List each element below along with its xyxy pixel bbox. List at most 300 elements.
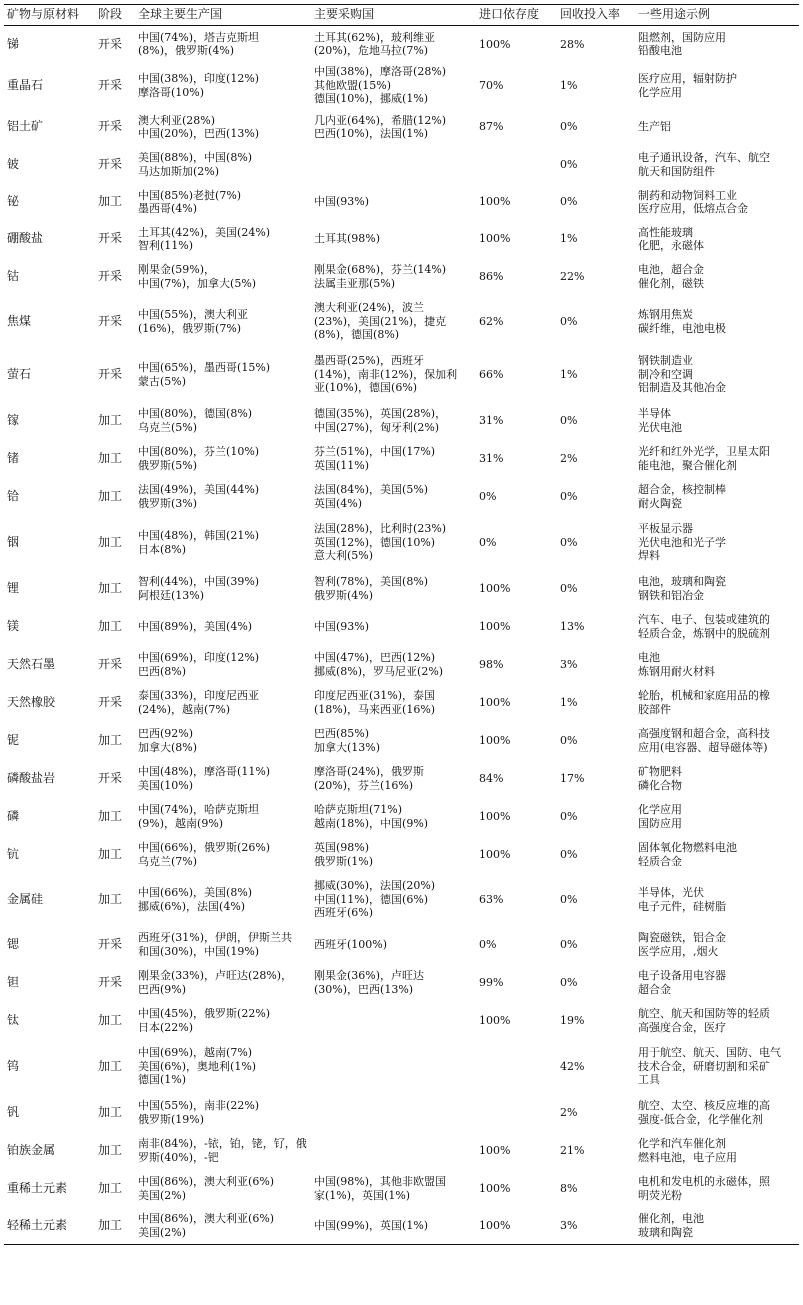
cell-stage: 加工: [98, 1058, 123, 1073]
cell-mineral: 磷: [7, 808, 20, 823]
cell-line: (20%)，芬兰(16%): [314, 778, 414, 792]
cell-line: 中国(74%)，塔吉克斯坦: [138, 30, 260, 44]
cell-mineral: 天然石墨: [7, 656, 56, 671]
cell-line: 医疗应用，辐射防护: [638, 72, 737, 86]
cell-import-dependency: 100%: [476, 1208, 557, 1245]
cell-recycling-rate: 2%: [560, 1105, 578, 1119]
cell-recycling-rate: 1%: [560, 695, 578, 709]
cell-line: 化肥，永磁体: [638, 239, 704, 252]
cell-line: 英国(12%)，德国(10%): [314, 535, 436, 549]
cell-line: 中国(66%)，俄罗斯(26%): [138, 841, 271, 855]
header-producers: 全球主要生产国: [135, 5, 311, 26]
table-row: [4, 296, 799, 348]
cell-import-dependency: 66%: [479, 367, 504, 381]
cell-line: 固体氧化物燃料电池: [638, 841, 737, 855]
table-row: [4, 964, 799, 1002]
cell-line: 航天和国防组件: [638, 164, 715, 178]
table-row: [4, 1208, 799, 1245]
cell-uses: [635, 684, 799, 722]
cell-uses: [635, 63, 799, 109]
cell-mineral: 钨: [7, 1058, 20, 1073]
cell-mineral: 铪: [7, 488, 20, 503]
cell-import-dependency: 86%: [479, 269, 504, 283]
table-row: [4, 722, 799, 760]
table-row: [4, 440, 799, 478]
cell-line: 汽车、电子、包装或建筑的: [638, 613, 770, 627]
cell-uses: [635, 478, 799, 516]
cell-line: 光纤和红外光学，卫星太阳: [638, 445, 770, 459]
table-row: [4, 402, 799, 440]
cell-mineral: 磷酸盐岩: [7, 770, 56, 785]
cell-line: 催化剂，磁铁: [638, 276, 704, 290]
cell-producers: [135, 874, 311, 926]
cell-line: 电池，玻璃和陶瓷: [638, 575, 726, 589]
cell-stage: 开采: [98, 36, 123, 51]
cell-buyers: [311, 63, 476, 109]
cell-buyers: [311, 964, 476, 1002]
cell-line: 俄罗斯(3%): [138, 496, 198, 510]
cell-line: 中国(20%)，巴西(13%): [138, 127, 260, 140]
cell-import-dependency: 100%: [479, 1013, 511, 1027]
cell-stage: 加工: [98, 450, 123, 465]
cell-import-dependency: 100%: [479, 847, 511, 861]
cell-mineral: 轻稀土元素: [4, 1208, 95, 1245]
cell-line: 墨西哥(4%): [138, 202, 198, 215]
cell-stage: 开采: [98, 770, 123, 785]
cell-recycling-rate: 0%: [560, 847, 578, 861]
cell-mineral: 萤石: [7, 366, 32, 381]
cell-stage: 加工: [98, 580, 123, 595]
cell-line: 加拿大(13%): [314, 740, 381, 754]
cell-line: 巴西(92%): [138, 727, 194, 741]
cell-import-dependency: 84%: [479, 771, 504, 785]
cell-producers: [135, 964, 311, 1002]
cell-import-dependency: 63%: [479, 892, 504, 906]
cell-mineral: 硼酸盐: [7, 231, 44, 246]
cell-line: 智利(78%)，美国(8%): [314, 575, 429, 589]
cell-mineral: 铂族金属: [7, 1142, 56, 1157]
cell-line: 中国(93%): [314, 195, 370, 209]
cell-producers: [135, 836, 311, 874]
cell-producers: [135, 608, 311, 646]
cell-mineral: 钽: [7, 974, 20, 989]
cell-stage: 加工: [98, 534, 123, 549]
cell-line: 哈萨克斯坦(71%): [314, 803, 403, 817]
cell-import-dependency: 100%: [479, 1143, 511, 1157]
cell-producers: [135, 184, 311, 221]
cell-uses: [635, 570, 799, 608]
cell-line: 俄罗斯(1%): [314, 854, 374, 868]
table-row: [4, 1040, 799, 1094]
cell-line: 日本(22%): [138, 1020, 194, 1034]
cell-line: 电子元件，硅树脂: [638, 899, 726, 913]
cell-mineral: 镁: [7, 618, 20, 633]
cell-line: 澳大利亚(28%): [138, 113, 216, 127]
cell-producers: [135, 348, 311, 402]
cell-buyers: [311, 798, 476, 836]
cell-line: 英国(98%): [314, 841, 370, 855]
cell-import-dependency: 0%: [479, 535, 497, 549]
table-row: [4, 1132, 799, 1170]
table-row: [4, 874, 799, 926]
cell-import-dependency: [476, 1094, 557, 1132]
cell-line: 超合金: [638, 982, 671, 996]
cell-line: 轻质合金，炼钢中的脱硫剂: [638, 626, 770, 640]
cell-line: 中国(80%)，芬兰(10%): [138, 445, 260, 459]
cell-import-dependency: [476, 146, 557, 184]
cell-recycling-rate: 0%: [560, 314, 578, 328]
cell-line: 西班牙(31%)，伊朗，伊斯兰共: [138, 931, 293, 945]
cell-uses: [635, 26, 799, 63]
cell-producers: [135, 684, 311, 722]
cell-producers: [135, 296, 311, 348]
cell-line: 乌克兰(5%): [138, 420, 198, 434]
cell-producers: [135, 1002, 311, 1040]
cell-mineral: 铋: [7, 194, 20, 209]
table-row: [4, 146, 799, 184]
cell-recycling-rate: 1%: [560, 367, 578, 381]
cell-stage: 加工: [98, 412, 123, 427]
cell-line: 中国(55%)，澳大利亚: [138, 308, 249, 322]
cell-line: 马达加斯加(2%): [138, 164, 220, 178]
cell-buyers: [311, 874, 476, 926]
cell-recycling-rate: 0%: [560, 937, 578, 951]
cell-stage: 加工: [98, 1104, 123, 1119]
cell-line: 俄罗斯(4%): [314, 588, 374, 602]
cell-buyers: [311, 570, 476, 608]
cell-buyers: [311, 1132, 476, 1170]
cell-uses: [635, 109, 799, 146]
table-row: [4, 646, 799, 684]
cell-line: 中国(55%)，南非(22%): [138, 1099, 260, 1113]
cell-recycling-rate: 0%: [560, 120, 578, 134]
cell-uses: [635, 258, 799, 296]
cell-buyers: [311, 1208, 476, 1245]
cell-line: 阻燃剂，国防应用: [638, 30, 726, 44]
cell-import-dependency: 100%: [479, 581, 511, 595]
cell-line: 磷化合物: [638, 778, 682, 792]
cell-line: 化学和汽车催化剂: [638, 1137, 726, 1151]
cell-stage: 开采: [98, 656, 123, 671]
cell-line: 法国(28%)，比利时(23%): [314, 522, 447, 536]
cell-line: 应用(电容器、超导磁体等): [638, 740, 768, 754]
cell-line: 胶部件: [638, 702, 671, 716]
cell-line: 炼钢用焦炭: [638, 308, 693, 322]
cell-mineral: 天然橡胶: [7, 694, 56, 709]
cell-uses: [635, 836, 799, 874]
cell-stage: 加工: [95, 1208, 135, 1245]
cell-producers: [135, 1170, 311, 1208]
cell-mineral: 钴: [7, 268, 20, 283]
cell-line: 土耳其(98%): [314, 232, 381, 246]
cell-line: 化学应用: [638, 803, 682, 817]
cell-line: 意大利(5%): [314, 549, 374, 563]
cell-line: 加拿大(8%): [138, 740, 198, 754]
cell-import-dependency: 0%: [479, 489, 497, 503]
cell-producers: [135, 1132, 311, 1170]
cell-line: 轻质合金: [638, 854, 682, 868]
cell-stage: 加工: [98, 1142, 123, 1157]
cell-recycling-rate: 0%: [560, 733, 578, 747]
cell-uses: [635, 440, 799, 478]
cell-line: 强度-低合金，化学催化剂: [638, 1112, 763, 1126]
cell-line: (16%)，俄罗斯(7%): [138, 321, 242, 335]
cell-line: 巴西(85%): [314, 727, 370, 741]
cell-recycling-rate: 21%: [560, 1143, 585, 1157]
raw-materials-table: [4, 4, 799, 1245]
table-row: [4, 184, 799, 221]
cell-mineral: 锂: [7, 580, 20, 595]
cell-uses: [635, 146, 799, 184]
cell-buyers: [311, 221, 476, 258]
cell-line: 用于航空、航天、国防、电气: [638, 1046, 781, 1060]
table-row: [4, 26, 799, 63]
cell-line: 中国(65%)，墨西哥(15%): [138, 361, 271, 375]
cell-stage: 开采: [98, 156, 123, 171]
table-row: [4, 1002, 799, 1040]
cell-buyers: [311, 1094, 476, 1132]
cell-producers: [135, 440, 311, 478]
cell-uses: [635, 798, 799, 836]
header-mineral: 矿物与原材料: [4, 5, 95, 26]
cell-line: 德国(35%)，英国(28%)，: [314, 407, 447, 421]
cell-line: 芬兰(51%)，中国(17%): [314, 445, 436, 459]
cell-recycling-rate: 0%: [560, 535, 578, 549]
cell-buyers: [311, 722, 476, 760]
cell-line: 工具: [638, 1073, 660, 1087]
cell-line: 巴西(8%): [138, 664, 187, 678]
table-row: [4, 760, 799, 798]
cell-producers: [135, 402, 311, 440]
cell-uses: [635, 1170, 799, 1208]
cell-mineral: 重晶石: [7, 77, 44, 92]
cell-import-dependency: 0%: [479, 937, 497, 951]
cell-stage: 开采: [98, 694, 123, 709]
cell-line: 挪威(8%)，罗马尼亚(2%): [314, 664, 444, 678]
cell-line: 乌克兰(7%): [138, 854, 198, 868]
header-import-dependency: 进口依存度: [476, 5, 557, 26]
cell-recycling-rate: 0%: [560, 157, 578, 171]
cell-recycling-rate: 8%: [560, 1181, 578, 1195]
cell-producers: [135, 516, 311, 570]
cell-line: 法属圭亚那(5%): [314, 276, 396, 290]
cell-line: 中国(74%)，哈萨克斯坦: [138, 803, 260, 817]
cell-mineral: 铝土矿: [7, 119, 44, 134]
cell-recycling-rate: 2%: [560, 451, 578, 465]
cell-line: 中国(48%)，摩洛哥(11%): [138, 765, 271, 779]
cell-buyers: [311, 516, 476, 570]
cell-buyers: [311, 926, 476, 964]
cell-buyers: [311, 1040, 476, 1094]
table-body: [4, 26, 799, 1245]
cell-producers: [135, 258, 311, 296]
cell-uses: [635, 608, 799, 646]
cell-mineral: 镓: [7, 412, 20, 427]
cell-line: 俄罗斯(5%): [138, 458, 198, 472]
document-page: [4, 4, 799, 1245]
cell-recycling-rate: 17%: [560, 771, 585, 785]
cell-recycling-rate: 0%: [560, 581, 578, 595]
cell-line: 焊料: [638, 549, 660, 563]
cell-line: 德国(10%)，挪威(1%): [314, 92, 429, 106]
cell-producers: [135, 570, 311, 608]
table-row: [4, 684, 799, 722]
cell-producers: [135, 109, 311, 146]
cell-uses: [635, 1208, 799, 1245]
cell-producers: [135, 760, 311, 798]
cell-line: 电机和发电机的永磁体，照: [638, 1175, 770, 1189]
cell-import-dependency: [476, 1040, 557, 1094]
cell-line: 中国(69%)，印度(12%): [138, 651, 260, 665]
cell-uses: [635, 760, 799, 798]
cell-mineral: 钒: [7, 1104, 20, 1119]
cell-line: (20%)，危地马拉(7%): [314, 44, 429, 58]
cell-stage: 开采: [98, 313, 123, 328]
cell-line: 中国(27%)，匈牙利(2%): [314, 420, 440, 434]
cell-producers: [135, 1094, 311, 1132]
cell-producers: [135, 221, 311, 258]
cell-line: 中国(48%)，韩国(21%): [138, 529, 260, 543]
cell-stage: 开采: [98, 77, 123, 92]
cell-line: 制冷和空调: [638, 367, 693, 381]
cell-line: 轮胎，机械和家庭用品的橡: [638, 689, 770, 703]
cell-buyers: [311, 184, 476, 221]
cell-line: 铝制造及其他冶金: [638, 381, 726, 395]
cell-line: 中国(66%)，美国(8%): [138, 886, 253, 900]
cell-line: 高性能玻璃: [638, 225, 693, 239]
cell-producers: [135, 146, 311, 184]
cell-line: 巴西(10%)，法国(1%): [314, 127, 429, 140]
header-stage: 阶段: [95, 5, 135, 26]
cell-line: 碳纤维，电池电极: [638, 321, 726, 335]
cell-stage: 加工: [98, 194, 123, 209]
cell-line: 中国(7%)，加拿大(5%): [138, 276, 257, 290]
cell-producers: [135, 1208, 311, 1245]
cell-line: (14%)，南非(12%)，保加利: [314, 367, 458, 381]
cell-recycling-rate: 0%: [560, 892, 578, 906]
cell-line: 蒙古(5%): [138, 374, 187, 388]
cell-line: 化学应用: [638, 85, 682, 99]
cell-buyers: [311, 836, 476, 874]
cell-line: 英国(11%): [314, 458, 370, 472]
cell-line: 中国(38%)，印度(12%): [138, 72, 260, 86]
cell-uses: [635, 646, 799, 684]
cell-line: 中国(86%)，澳大利亚(6%): [138, 1175, 275, 1189]
cell-line: 泰国(33%)，印度尼西亚: [138, 689, 260, 703]
cell-line: 德国(1%): [138, 1073, 187, 1087]
cell-uses: [635, 348, 799, 402]
cell-uses: [635, 964, 799, 1002]
cell-recycling-rate: 1%: [560, 232, 578, 246]
cell-producers: [135, 926, 311, 964]
cell-line: 中国(98%)，其他非欧盟国: [314, 1175, 447, 1189]
cell-line: 俄罗斯(19%): [138, 1112, 205, 1126]
cell-line: 半导体，光伏: [638, 886, 704, 900]
cell-producers: [135, 722, 311, 760]
cell-buyers: [311, 440, 476, 478]
cell-line: 医疗应用，低熔点合金: [638, 202, 748, 215]
cell-stage: 加工: [98, 808, 123, 823]
cell-producers: [135, 26, 311, 63]
cell-line: 半导体: [638, 407, 671, 421]
cell-recycling-rate: 3%: [560, 657, 578, 671]
cell-line: 钢铁和铝冶金: [638, 588, 704, 602]
cell-line: 亚(10%)，德国(6%): [314, 381, 418, 395]
cell-line: 法国(84%)，美国(5%): [314, 483, 429, 497]
cell-line: 挪威(6%)，法国(4%): [138, 899, 246, 913]
cell-line: 英国(4%): [314, 496, 363, 510]
cell-buyers: [311, 402, 476, 440]
cell-uses: [635, 184, 799, 221]
cell-line: 中国(45%)，俄罗斯(22%): [138, 1007, 271, 1021]
table-row: [4, 478, 799, 516]
cell-line: 土耳其(62%)，玻利维亚: [314, 30, 436, 44]
cell-line: 墨西哥(25%)，西班牙: [314, 354, 425, 368]
cell-line: 中国(11%)，德国(6%): [314, 892, 429, 906]
table-row: [4, 836, 799, 874]
cell-line: 高强度钢和超合金，高科技: [638, 727, 770, 741]
cell-line: 矿物肥料: [638, 765, 682, 779]
cell-buyers: [311, 26, 476, 63]
table-row: [4, 109, 799, 146]
cell-line: 中国(86%)，澳大利亚(6%): [138, 1212, 275, 1226]
cell-import-dependency: 100%: [479, 232, 511, 246]
table-header-row: [4, 5, 799, 26]
cell-import-dependency: 100%: [479, 37, 511, 51]
cell-line: 光伏电池和光子学: [638, 535, 726, 549]
cell-stage: 加工: [98, 732, 123, 747]
cell-uses: [635, 722, 799, 760]
cell-stage: 开采: [98, 366, 123, 381]
cell-line: 刚果金(33%)，卢旺达(28%)，: [138, 969, 293, 983]
cell-recycling-rate: 42%: [560, 1059, 585, 1073]
cell-line: 阿根廷(13%): [138, 588, 205, 602]
cell-line: 南非(84%)，-铱，铂，铑，钌，俄: [138, 1137, 307, 1151]
cell-stage: 加工: [98, 846, 123, 861]
cell-producers: [135, 1040, 311, 1094]
cell-uses: [635, 1094, 799, 1132]
cell-line: (23%)，美国(21%)，捷克: [314, 314, 447, 328]
cell-mineral: 铟: [7, 534, 20, 549]
cell-line: 高强度合金，医疗: [638, 1020, 726, 1034]
cell-mineral: 锑: [7, 36, 20, 51]
header-recycling-rate: 回收投入率: [557, 5, 635, 26]
cell-uses: [635, 1132, 799, 1170]
cell-line: 法国(49%)，美国(44%): [138, 483, 260, 497]
cell-recycling-rate: 28%: [560, 37, 585, 51]
table-row: [4, 798, 799, 836]
cell-uses: [635, 296, 799, 348]
cell-uses: [635, 1040, 799, 1094]
cell-import-dependency: 87%: [479, 120, 504, 134]
cell-recycling-rate: 0%: [560, 195, 578, 209]
cell-line: 中国(47%)，巴西(12%): [314, 651, 436, 665]
cell-recycling-rate: 0%: [560, 413, 578, 427]
cell-line: (18%)，马来西亚(16%): [314, 702, 436, 716]
cell-buyers: [311, 646, 476, 684]
cell-recycling-rate: 0%: [560, 809, 578, 823]
cell-line: 刚果金(68%)，芬兰(14%): [314, 263, 447, 277]
table-row: [4, 348, 799, 402]
cell-line: 医学应用，,烟火: [638, 944, 719, 958]
cell-line: 生产铝: [638, 120, 671, 134]
cell-line: 电子通讯设备，汽车、航空: [638, 151, 770, 165]
cell-stage: 加工: [98, 618, 123, 633]
cell-buyers: [311, 109, 476, 146]
cell-import-dependency: 100%: [479, 809, 511, 823]
cell-line: 摩洛哥(24%)，俄罗斯: [314, 765, 425, 779]
cell-line: (30%)，巴西(13%): [314, 982, 414, 996]
